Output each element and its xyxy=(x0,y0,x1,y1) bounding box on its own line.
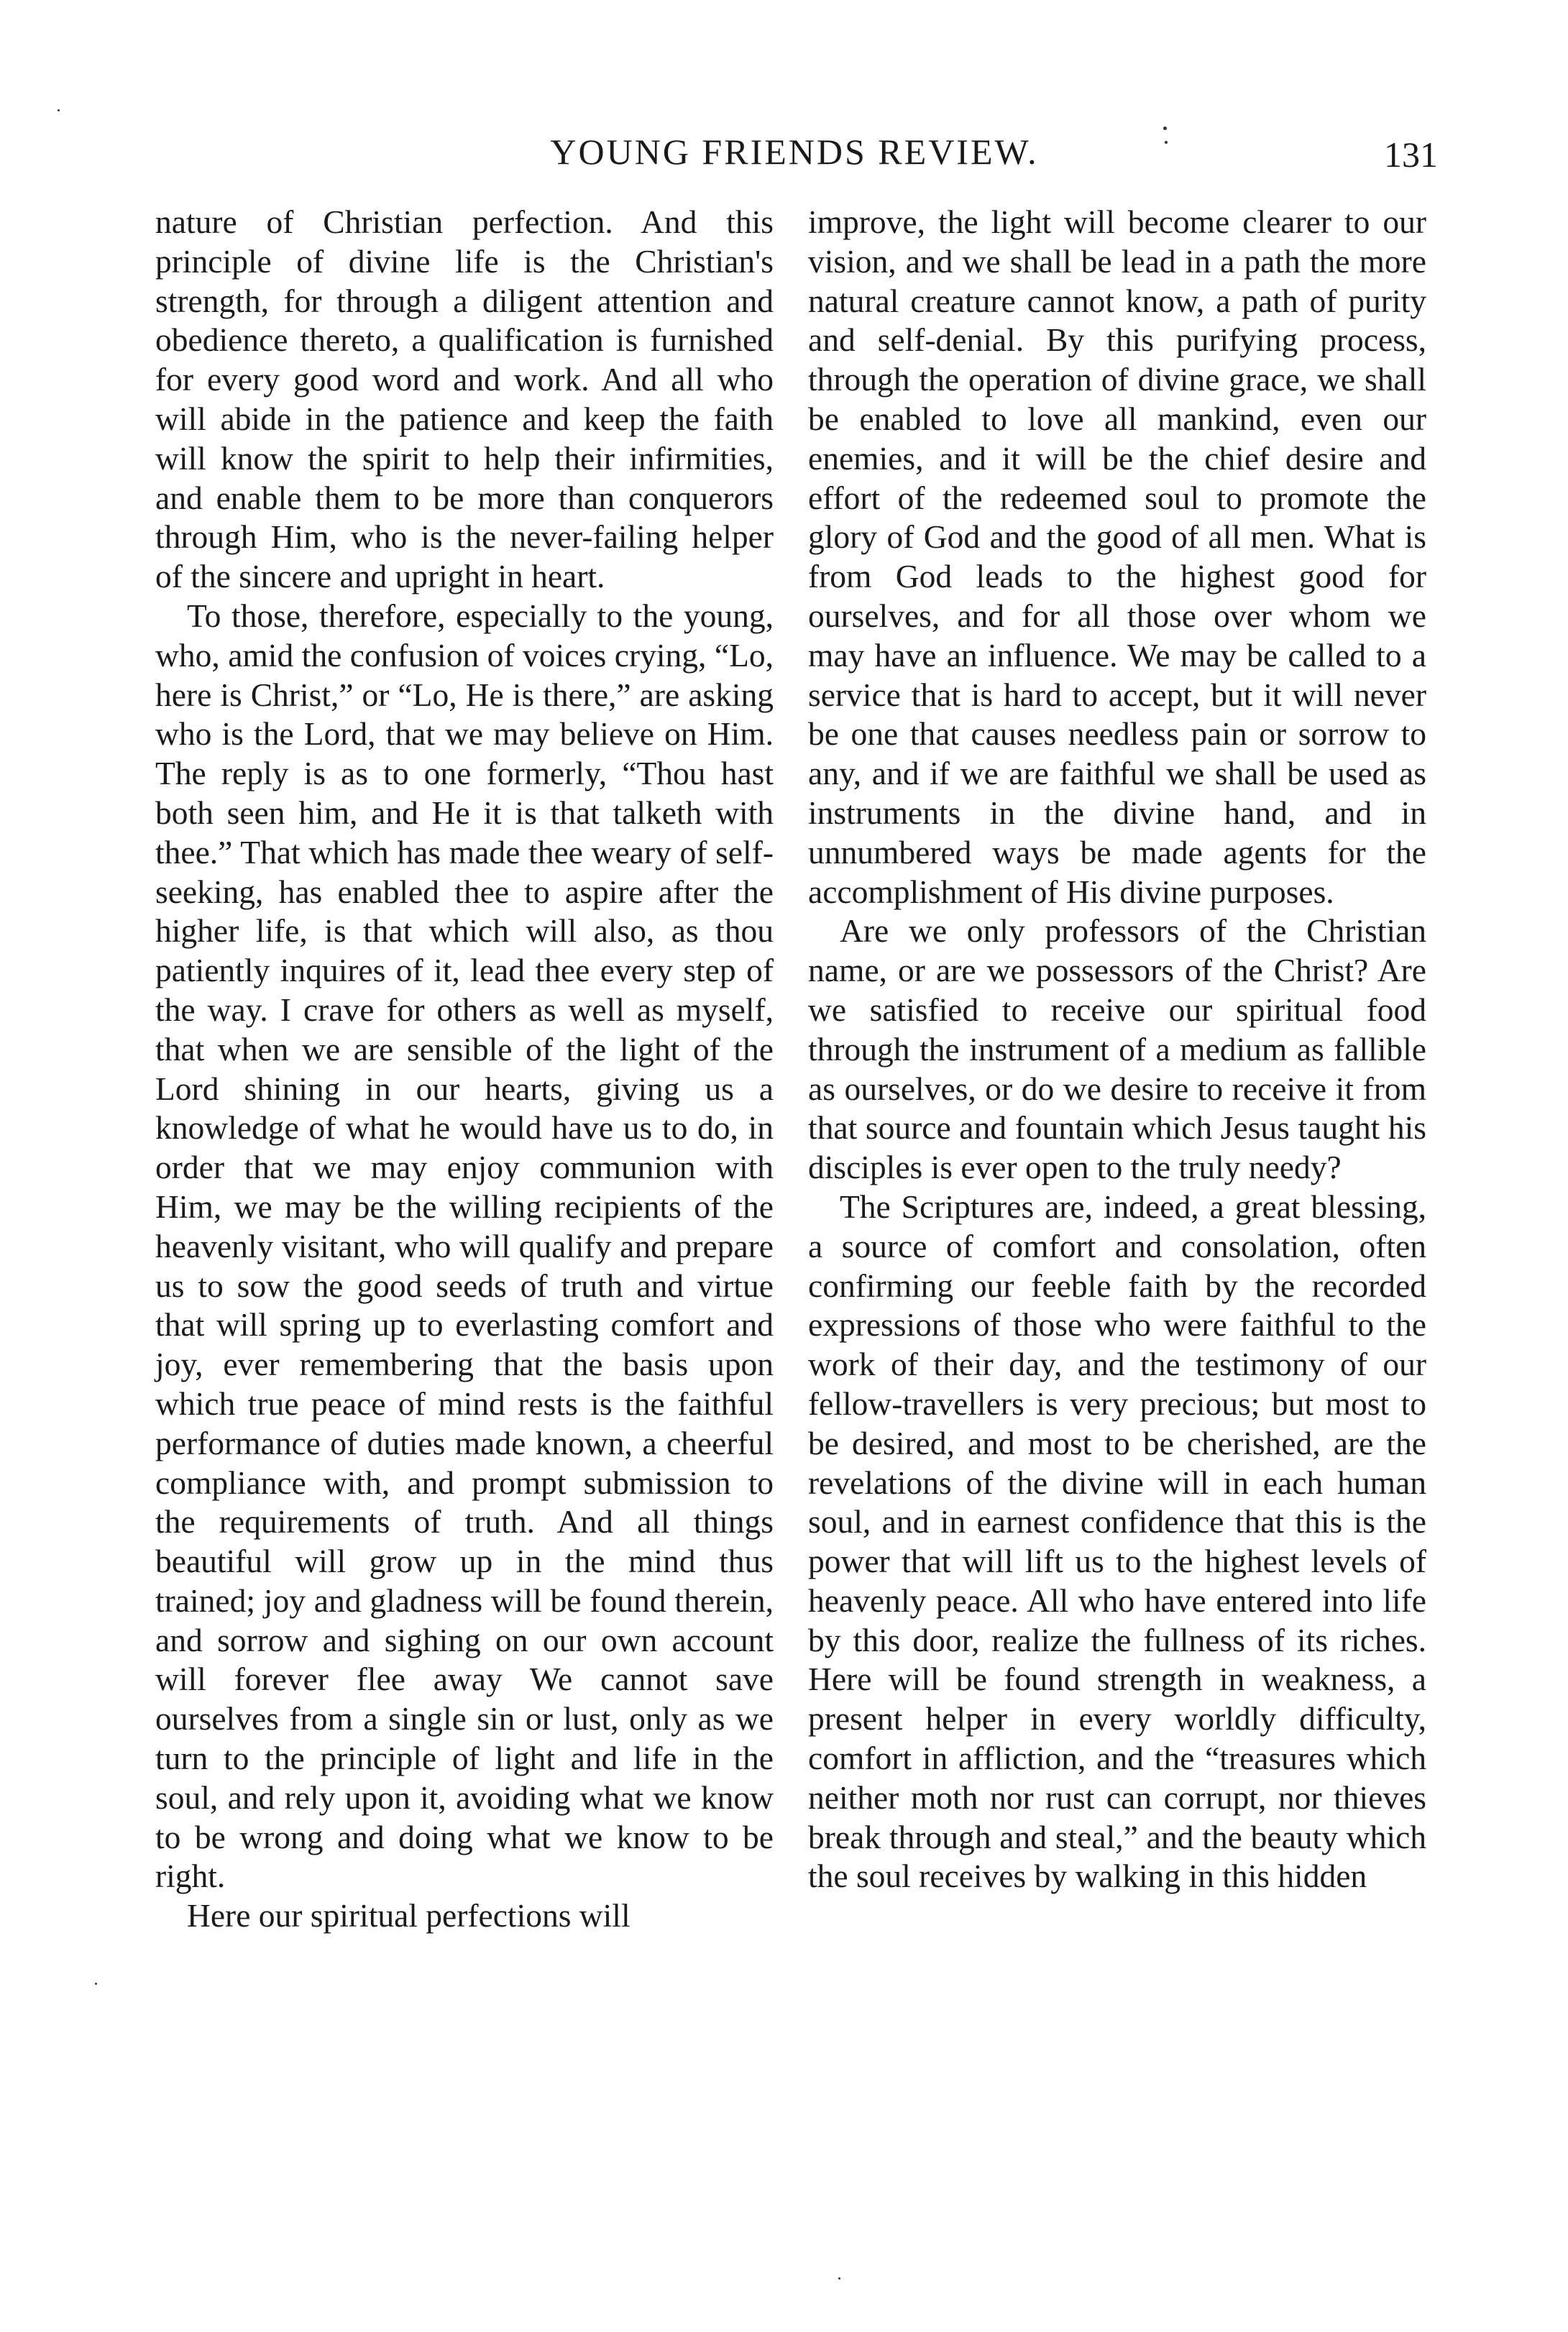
scan-speck xyxy=(838,2277,840,2280)
right-column xyxy=(808,203,1426,1896)
paragraph: improve, the light will become clearer to our vision, and we shall be lead in a path the more natural creature cannot know, a path of purity and self-denial. By this purifying process, through the operation of divine grace, we shall be enabled to love all mankind, even our enemies, and it will be the chief desire and effort of the redeemed soul to promote the glory of God and the good of all men. What is from God leads to the highest good for ourselves, and for all those over whom we may have an influence. We may be called to a service that is hard to accept, but it will never be one that causes needless pain or sorrow to any, and if we are faithful we shall be used as instruments in the divine hand, and in unnumbered ways be made agents for the accomplishment of His divine purposes. xyxy=(808,203,1426,910)
paragraph: Are we only professors of the Christian name, or are we possessors of the Christ? Are we satisfied to receive our spiritual food through the instrument of a medium as fallible as ourselves, or do we desire to receive it from that source and fountain which Jesus taught his disciples is ever open to the truly needy? xyxy=(808,912,1426,1186)
paragraph: Here our spiritual perfections will xyxy=(187,1897,631,1934)
scan-speck xyxy=(95,1983,97,1985)
left-column xyxy=(155,203,774,1936)
page-number: 131 xyxy=(1384,134,1438,175)
scan-speck xyxy=(58,109,60,111)
running-title: YOUNG FRIENDS REVIEW. xyxy=(550,132,1039,172)
paragraph: nature of Christian perfection. And this principle of divine life is the Christian's strength, for through a diligent attention and obedience thereto, a qualification is furnished for every good word and work. And all who will abide in the patience and keep the faith will know the spirit to help their infirmities, and enable them to be more than conquerors through Him, who is the never-failing helper of the sincere and upright in heart. xyxy=(155,203,774,595)
paragraph: The Scriptures are, indeed, a great blessing, a source of comfort and consolation, often confirming our feeble faith by the recorded expressions of those who were faithful to the work of their day, and the testimony of our fellow-travellers is very precious; but most to be desired, and most to be cherished, are the revelations of the divine will in each human soul, and in earnest confidence that this is the power that will lift us to the highest levels of heavenly peace. All who have entered into life by this door, realize the fullness of its riches. Here will be found strength in weakness, a present helper in every worldly difficulty, comfort in affliction, and the “treasures which neither moth nor rust can corrupt, nor thieves break through and steal,” and the beauty which the soul receives by walking in this hidden xyxy=(808,1188,1426,1895)
scan-speck xyxy=(1163,127,1167,130)
page-header xyxy=(151,124,1438,174)
paragraph: To those, therefore, especially to the young, who, amid the confusion of voices crying, “Lo, here is Christ,” or “Lo, He is there,” are asking who is the Lord, that we may believe on Him. The reply is as to one formerly, “Thou hast both seen him, and He it is that talketh with thee.” That which has made thee weary of self-seeking, has enabled thee to aspire after the higher life, is that which will also, as thou patiently inquires of it, lead thee every step of the way. I crave for others as well as myself, that when we are sensible of the light of the Lord shining in our hearts, giving us a knowledge of what he would have us to do, in order that we may enjoy communion with Him, we may be the willing recipients of the heavenly visitant, who will qualify and prepare us to sow the good seeds of truth and virtue that will spring up to everlasting comfort and joy, ever remembering that the basis upon which true peace of mind rests is the faithful performance of duties made known, a cheerful compliance with, and prompt submission to the requirements of truth. And all things beautiful will grow up in the mind thus trained; joy and gladness will be found therein, and sorrow and sighing on our own account will forever flee away We cannot save ourselves from a single sin or lust, only as we turn to the principle of light and life in the soul, and rely upon it, avoiding what we know to be wrong and doing what we know to be right. xyxy=(155,597,774,1895)
scan-speck xyxy=(1165,141,1168,144)
